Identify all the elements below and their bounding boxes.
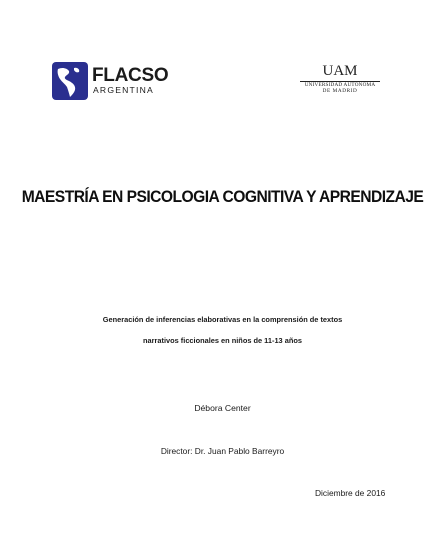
flacso-logo [52, 62, 167, 100]
program-title: MAESTRÍA EN PSICOLOGIA COGNITIVA Y APRENDIZAJE [21, 187, 424, 206]
flacso-subtitle: ARGENTINA [93, 85, 154, 95]
thesis-title-line-2: narrativos ficcionales en niños de 11-13 años [143, 336, 302, 345]
uam-name-line1: UNIVERSIDAD AUTONOMA [300, 81, 380, 88]
director-name: Director: Dr. Juan Pablo Barreyro [160, 446, 285, 456]
flacso-wordmark: FLACSO [92, 65, 169, 86]
uam-logo [300, 64, 380, 98]
document-date: Diciembre de 2016 [315, 488, 386, 498]
uam-name-line2: DE MADRID [322, 88, 358, 94]
americas-map-icon [52, 62, 88, 100]
author-name: Débora Center [194, 403, 251, 413]
uam-monogram: UAM [322, 63, 358, 79]
thesis-title-line-1: Generación de inferencias elaborativas en la comprensión de textos [102, 315, 343, 324]
